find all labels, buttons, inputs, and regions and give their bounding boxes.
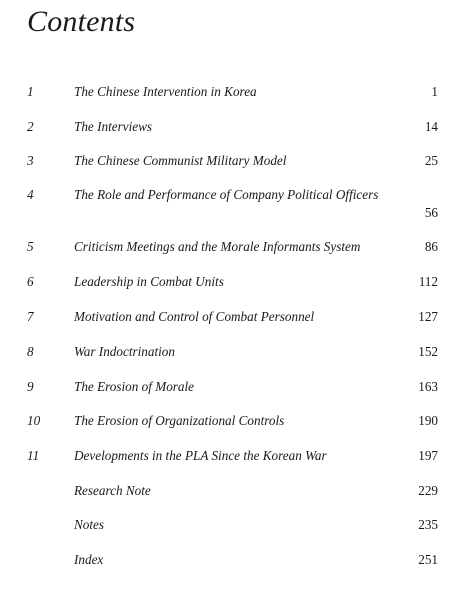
- chapter-number: 7: [27, 309, 34, 324]
- chapter-title: The Interviews: [74, 119, 153, 134]
- chapter-number: 8: [27, 344, 34, 359]
- page-number: 86: [424, 239, 438, 254]
- back-matter-title: Index: [74, 552, 104, 567]
- chapter-number: 9: [27, 379, 34, 394]
- chapter-title: The Role and Performance of Company Political Officers: [74, 187, 379, 202]
- chapter-title: Developments in the PLA Since the Korean War: [74, 448, 327, 463]
- page-number: 251: [418, 552, 438, 567]
- chapter-title: The Erosion of Morale: [74, 379, 195, 394]
- chapter-number: 5: [27, 239, 34, 254]
- page-number: 190: [418, 413, 438, 428]
- page-number: 197: [418, 448, 438, 463]
- chapter-number: 3: [27, 153, 34, 168]
- chapter-title: Leadership in Combat Units: [74, 274, 224, 289]
- page-number: 56: [424, 205, 438, 220]
- page-number: 1: [431, 84, 438, 99]
- chapter-title: The Chinese Intervention in Korea: [74, 84, 257, 99]
- page-number: 235: [418, 517, 438, 532]
- back-matter-title: Research Note: [74, 483, 151, 498]
- page-title: Contents: [27, 5, 136, 38]
- page-number: 152: [418, 344, 438, 359]
- page-number: 112: [418, 274, 438, 289]
- page-number: 14: [424, 119, 438, 134]
- back-matter-title: Notes: [74, 517, 105, 532]
- chapter-number: 10: [27, 413, 41, 428]
- page-number: 127: [418, 309, 438, 324]
- chapter-title: The Chinese Communist Military Model: [74, 153, 287, 168]
- page-number: 25: [424, 153, 438, 168]
- chapter-title: Criticism Meetings and the Morale Informants System: [74, 239, 361, 254]
- chapter-number: 2: [27, 119, 34, 134]
- chapter-number: 4: [27, 187, 34, 202]
- chapter-number: 1: [27, 84, 34, 99]
- page-number: 163: [418, 379, 438, 394]
- page-number: 229: [418, 483, 438, 498]
- chapter-number: 6: [27, 274, 34, 289]
- chapter-title: The Erosion of Organizational Controls: [74, 413, 285, 428]
- chapter-title: War Indoctrination: [74, 344, 175, 359]
- chapter-title: Motivation and Control of Combat Personnel: [74, 309, 315, 324]
- chapter-number: 11: [27, 448, 40, 463]
